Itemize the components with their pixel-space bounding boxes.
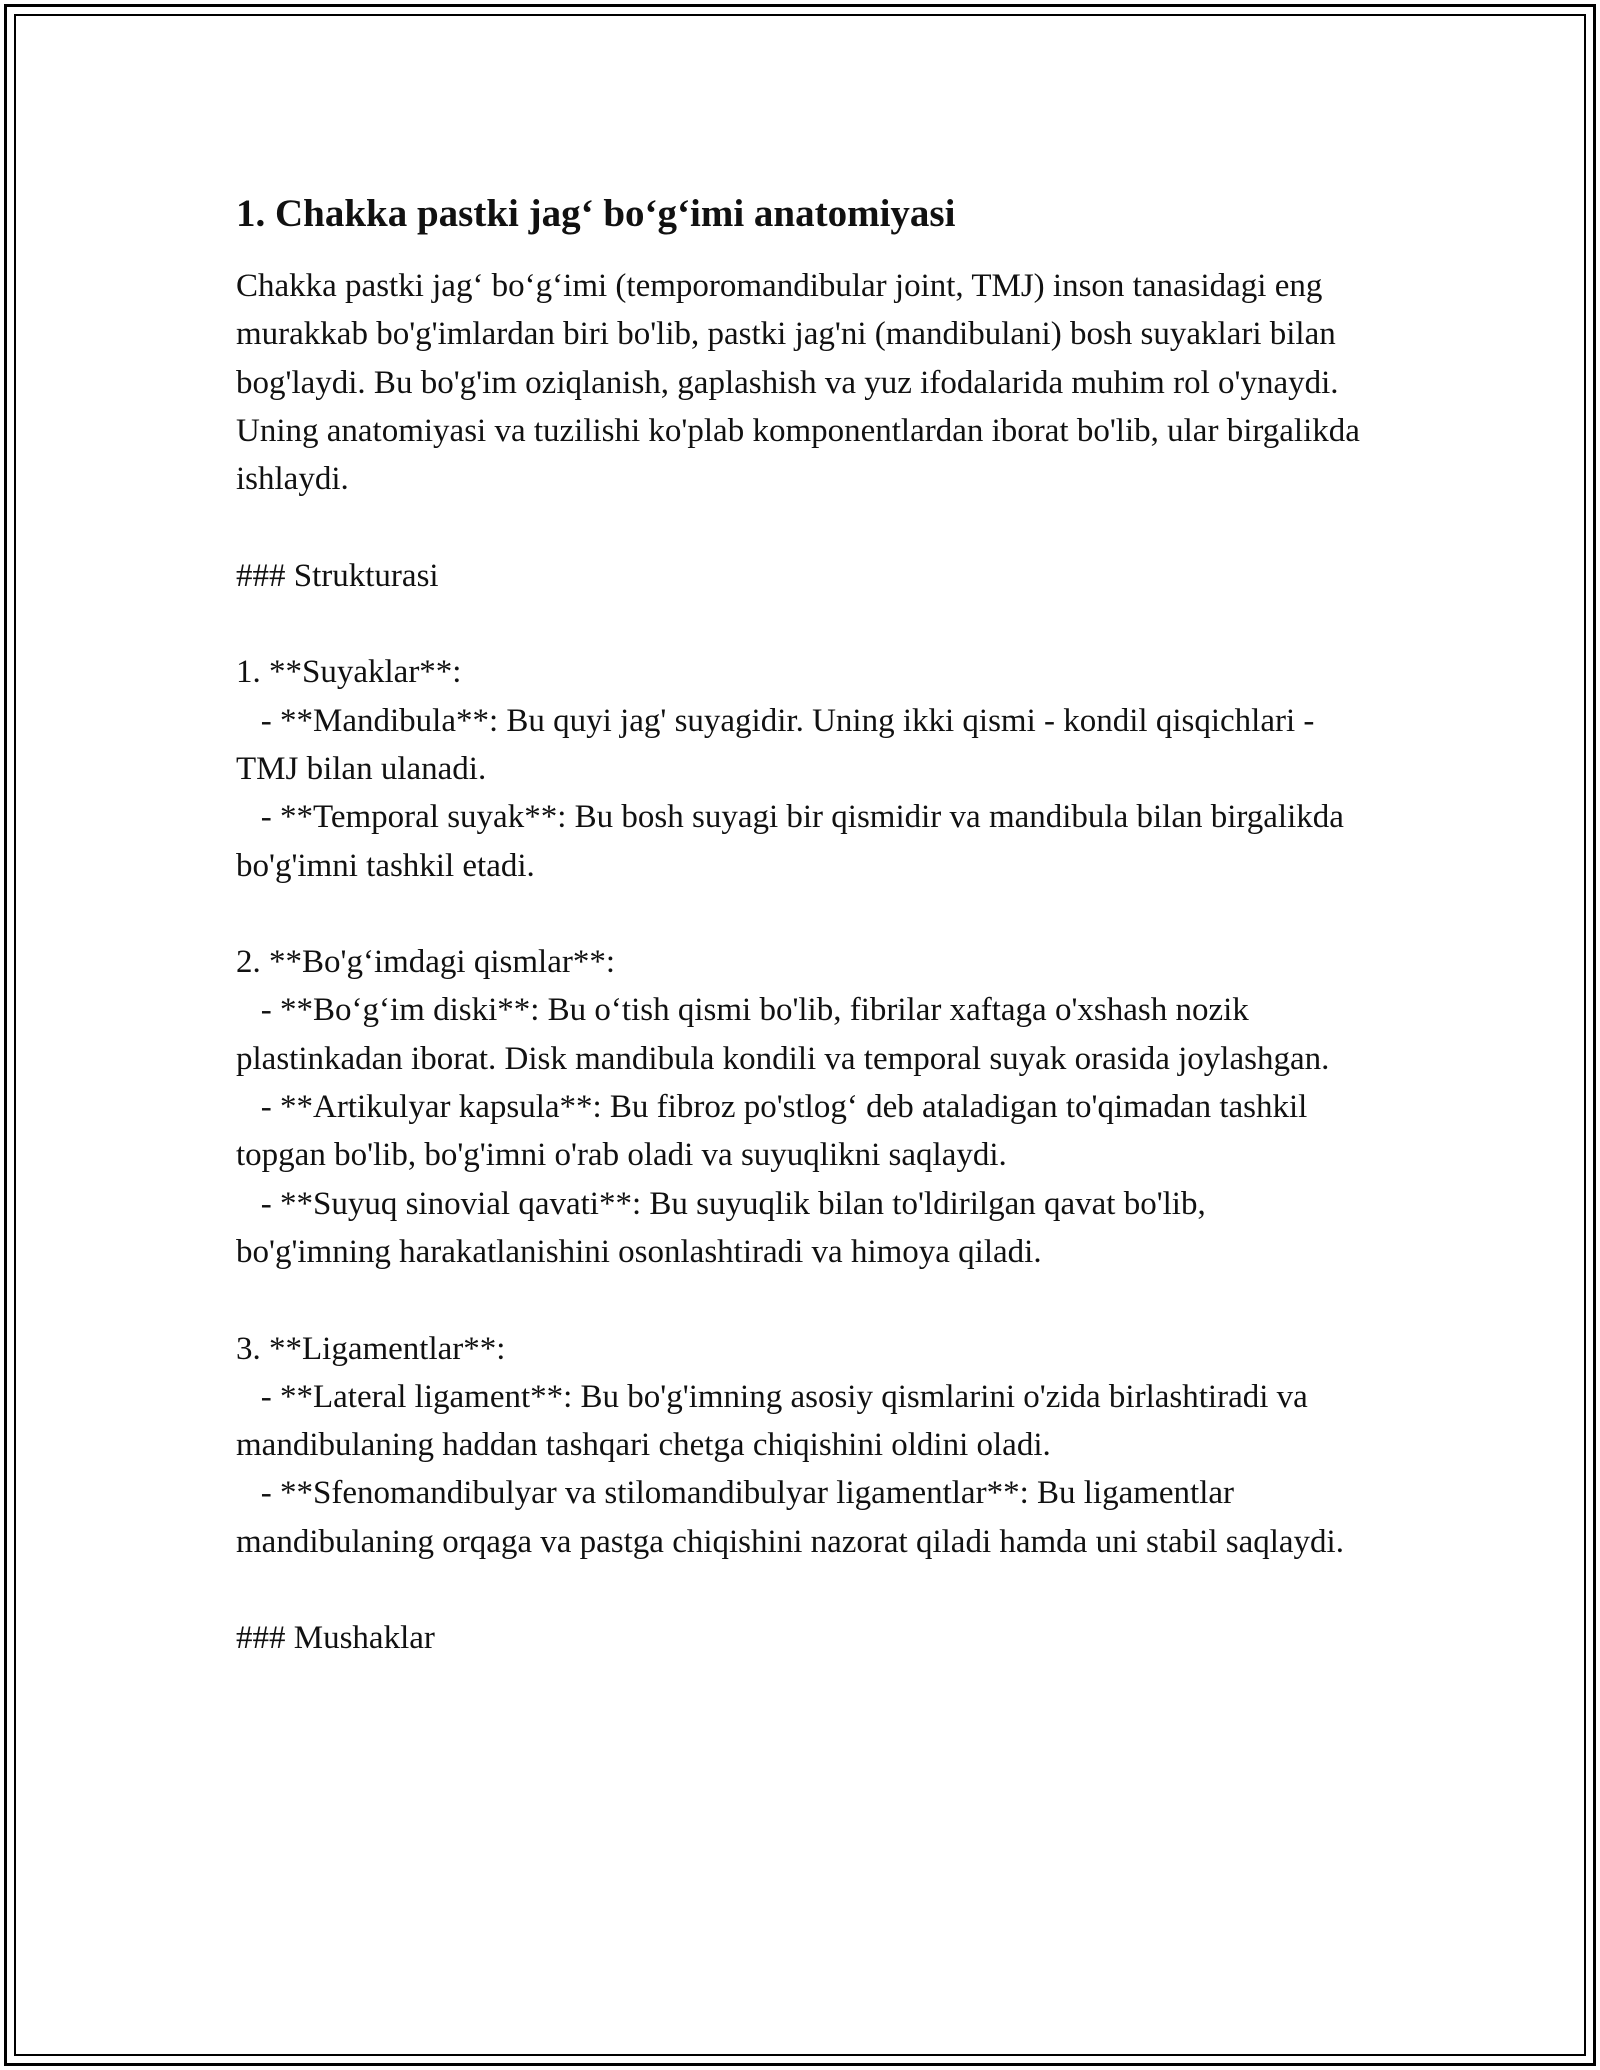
section-joint-parts-header: 2. **Bo'g‘imdagi qismlar**: [236, 944, 616, 981]
list-item-synovial-layer: - **Suyuq sinovial qavati**: Bu suyuqlik bilan to'ldirilgan qavat bo'lib, bo'g'imning harakatlanishini osonlashtiradi va himoya qiladi. [236, 1185, 1214, 1270]
list-item-mandibula: - **Mandibula**: Bu quyi jag' suyagidir. Uning ikki qismi - kondil qisqichlari - TMJ bilan ulanadi. [236, 702, 1323, 787]
section-ligaments-header: 3. **Ligamentlar**: [236, 1330, 506, 1367]
spacer [236, 890, 1366, 938]
list-item-spheno-stylo-ligaments: - **Sfenomandibulyar va stilomandibulyar ligamentlar**: Bu ligamentlar mandibulaning orqaga va pastga chiqishini nazorat qiladi hamda uni stabil saqlaydi. [236, 1475, 1344, 1560]
list-item-joint-disc: - **Bo‘g‘im diski**: Bu o‘tish qismi bo'lib, fibrilar xaftaga o'xshash nozik plastinkadan iborat. Disk mandibula kondili va temporal suyak orasida joylashgan. [236, 992, 1330, 1077]
spacer [236, 600, 1366, 648]
spacer [236, 1566, 1366, 1614]
list-item-temporal-bone: - **Temporal suyak**: Bu bosh suyagi bir qismidir va mandibula bilan birgalikda bo'g'imni tashkil etadi. [236, 799, 1353, 884]
spacer [236, 503, 1366, 551]
intro-paragraph: Chakka pastki jag‘ bo‘g‘imi (temporomandibular joint, TMJ) inson tanasidagi eng murakkab bo'g'imlardan biri bo'lib, pastki jag'ni (mandibulani) bosh suyaklari bilan bog'laydi. Bu bo'g'im oziqlanish, gaplashish va yuz ifodalarida muhim rol o'ynaydi. Uning anatomiyasi va tuzilishi ko'plab komponentlardan iborat bo'lib, ular birgalikda ishlaydi. [236, 268, 1369, 498]
muscles-heading: ### Mushaklar [236, 1620, 435, 1657]
section-bones-header: 1. **Suyaklar**: [236, 654, 462, 691]
list-item-articular-capsule: - **Artikulyar kapsula**: Bu fibroz po'stlog‘ deb ataladigan to'qimadan tashkil topgan bo'lib, bo'g'imni o'rab oladi va suyuqlikni saqlaydi. [236, 1089, 1316, 1174]
document-body [236, 186, 1369, 1663]
document-title: 1. Chakka pastki jag‘ bo‘g‘imi anatomiyasi [236, 192, 956, 235]
list-item-lateral-ligament: - **Lateral ligament**: Bu bo'g'imning asosiy qismlarini o'zida birlashtiradi va mandibulaning haddan tashqari chetga chiqishini oldini oladi. [236, 1378, 1317, 1464]
spacer [236, 1276, 1366, 1324]
structure-heading: ### Strukturasi [236, 557, 439, 594]
